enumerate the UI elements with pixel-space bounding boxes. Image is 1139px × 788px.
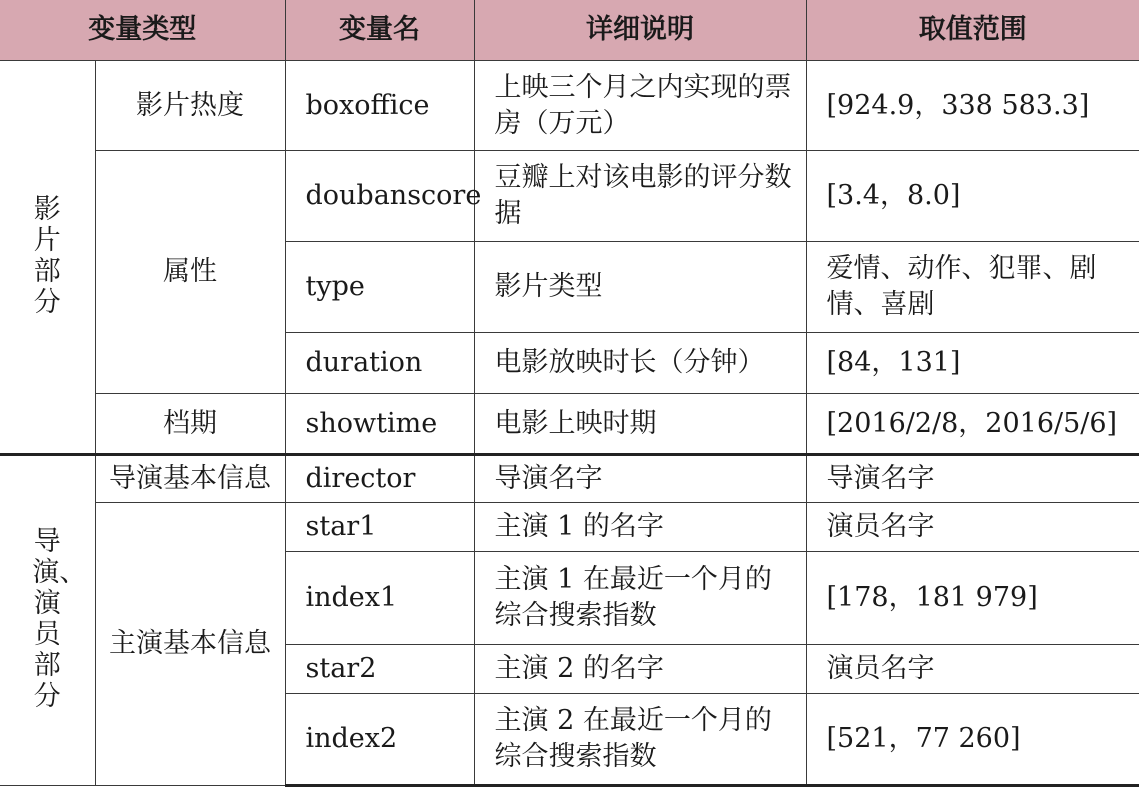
header-description: 详细说明	[474, 0, 806, 61]
header-variable-name: 变量名	[285, 0, 474, 61]
variable-range: [2016/2/8，2016/5/6]	[806, 394, 1139, 455]
variable-description: 主演 1 在最近一个月的综合搜索指数	[474, 552, 806, 645]
variable-description: 电影上映时期	[474, 394, 806, 455]
variable-range: [924.9，338 583.3]	[806, 61, 1139, 151]
subgroup-cell: 影片热度	[95, 61, 285, 151]
variable-description: 影片类型	[474, 242, 806, 333]
group-cast	[0, 455, 95, 786]
subgroup-cell: 档期	[95, 394, 285, 455]
variable-range: 演员名字	[806, 645, 1139, 694]
variable-name: director	[285, 455, 474, 503]
group-label: 导演、演员部分	[32, 526, 87, 713]
variable-range: 演员名字	[806, 503, 1139, 552]
variable-name: star2	[285, 645, 474, 694]
variable-name: boxoffice	[285, 61, 474, 151]
variable-description: 上映三个月之内实现的票房（万元）	[474, 61, 806, 151]
variable-name: showtime	[285, 394, 474, 455]
variable-range: 爱情、动作、犯罪、剧情、喜剧	[806, 242, 1139, 333]
variable-description: 豆瓣上对该电影的评分数据	[474, 151, 806, 242]
variable-name: index2	[285, 694, 474, 786]
variable-name: doubanscore	[285, 151, 474, 242]
variable-name: star1	[285, 503, 474, 552]
header-value-range: 取值范围	[806, 0, 1139, 61]
variable-name: duration	[285, 333, 474, 394]
variable-range: 导演名字	[806, 455, 1139, 503]
subgroup-cell: 导演基本信息	[95, 455, 285, 503]
table-row	[0, 503, 1139, 552]
header-row	[0, 0, 1139, 61]
group-film	[0, 61, 95, 455]
subgroup-cell: 属性	[95, 151, 285, 394]
table-row	[0, 455, 1139, 503]
variable-range: [521，77 260]	[806, 694, 1139, 786]
variable-description: 导演名字	[474, 455, 806, 503]
variable-range: [178，181 979]	[806, 552, 1139, 645]
variable-name: type	[285, 242, 474, 333]
subgroup-cell: 主演基本信息	[95, 503, 285, 786]
variable-name: index1	[285, 552, 474, 645]
header-variable-type: 变量类型	[0, 0, 285, 61]
variable-range: [84，131]	[806, 333, 1139, 394]
variable-description: 主演 2 在最近一个月的综合搜索指数	[474, 694, 806, 786]
table-row	[0, 151, 1139, 242]
table-row	[0, 61, 1139, 151]
variable-description: 主演 1 的名字	[474, 503, 806, 552]
variable-description: 电影放映时长（分钟）	[474, 333, 806, 394]
table-row	[0, 394, 1139, 455]
group-label: 影片部分	[33, 193, 61, 318]
variable-range: [3.4，8.0]	[806, 151, 1139, 242]
variable-description: 主演 2 的名字	[474, 645, 806, 694]
